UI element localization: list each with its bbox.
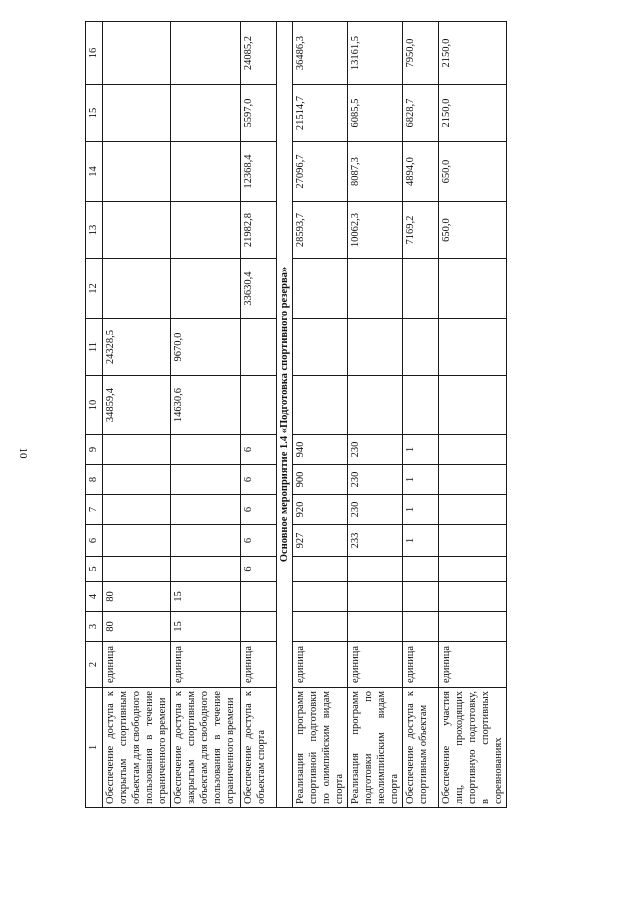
column-number: 1 [86,688,103,808]
value-cell: 12368,4 [241,142,277,202]
value-cell [171,435,241,465]
value-cell: 15 [171,612,241,642]
value-cell [293,259,348,319]
value-cell [171,495,241,525]
measures-table [85,21,507,808]
value-cell [293,319,348,376]
value-cell: 24085,2 [241,22,277,85]
value-cell: 13161,5 [348,22,403,85]
section-row [277,22,293,808]
value-cell [403,259,439,319]
value-cell: 230 [348,435,403,465]
table-row [241,22,277,808]
value-cell: 24328,5 [103,319,171,376]
column-number: 11 [86,319,103,376]
value-cell [439,259,507,319]
value-cell: 230 [348,465,403,495]
value-cell: 7950,0 [403,22,439,85]
value-cell: 36486,3 [293,22,348,85]
value-cell: 6 [241,465,277,495]
value-cell [439,612,507,642]
value-cell: 80 [103,612,171,642]
table-row [103,22,171,808]
value-cell [103,495,171,525]
value-cell [103,22,171,85]
value-cell: 6085,5 [348,85,403,142]
value-cell [348,612,403,642]
value-cell: 233 [348,525,403,557]
table-row [171,22,241,808]
value-cell [171,85,241,142]
header-row [86,22,103,808]
column-number: 4 [86,582,103,612]
value-cell [439,376,507,435]
value-cell: 5597,0 [241,85,277,142]
column-number: 5 [86,557,103,582]
value-cell: 6 [241,495,277,525]
value-cell [439,465,507,495]
table-row [403,22,439,808]
value-cell: 21514,7 [293,85,348,142]
row-label: Обеспечение доступа к закрытым спортивным объектам для свободного пользования в течение ограниченного времени [171,688,241,808]
rotated-page [85,22,504,808]
column-number: 7 [86,495,103,525]
unit-cell: единица [241,642,277,688]
value-cell: 650,0 [439,202,507,259]
value-cell [103,435,171,465]
value-cell [103,142,171,202]
value-cell [171,465,241,495]
column-number: 8 [86,465,103,495]
column-number: 16 [86,22,103,85]
value-cell [348,376,403,435]
value-cell [171,259,241,319]
value-cell [171,142,241,202]
value-cell: 34859,4 [103,376,171,435]
value-cell: 6828,7 [403,85,439,142]
value-cell: 650,0 [439,142,507,202]
value-cell [348,259,403,319]
value-cell [293,582,348,612]
value-cell: 7169,2 [403,202,439,259]
value-cell [439,557,507,582]
value-cell: 80 [103,582,171,612]
row-label: Обеспечение участия лиц, проходящих спортивную подготовку, в спортивных соревнованиях [439,688,507,808]
row-label: Реализация программ спортивной подготовки по олимпийским видам спорта [293,688,348,808]
value-cell: 2150,0 [439,22,507,85]
value-cell: 6 [241,557,277,582]
column-number: 14 [86,142,103,202]
table-row [348,22,403,808]
value-cell [171,557,241,582]
value-cell: 1 [403,435,439,465]
section-title: Основное мероприятие 1.4 «Подготовка спортивного резерва» [277,22,293,808]
value-cell: 4894,0 [403,142,439,202]
value-cell: 21982,8 [241,202,277,259]
unit-cell: единица [293,642,348,688]
value-cell [439,495,507,525]
value-cell [241,319,277,376]
value-cell [103,525,171,557]
value-cell [103,557,171,582]
value-cell [103,85,171,142]
value-cell: 6 [241,435,277,465]
column-number: 3 [86,612,103,642]
value-cell: 1 [403,465,439,495]
page-number: 10 [17,447,29,459]
table-row [293,22,348,808]
value-cell [403,319,439,376]
unit-cell: единица [403,642,439,688]
column-number: 15 [86,85,103,142]
unit-cell: единица [103,642,171,688]
value-cell [439,525,507,557]
value-cell [103,259,171,319]
value-cell [403,582,439,612]
value-cell [171,22,241,85]
value-cell: 230 [348,495,403,525]
value-cell [103,465,171,495]
value-cell [348,582,403,612]
value-cell [293,376,348,435]
value-cell [403,557,439,582]
value-cell: 28593,7 [293,202,348,259]
unit-cell: единица [171,642,241,688]
value-cell [171,525,241,557]
value-cell: 33630,4 [241,259,277,319]
value-cell [241,612,277,642]
column-number: 12 [86,259,103,319]
value-cell: 8087,3 [348,142,403,202]
value-cell [403,612,439,642]
column-number: 10 [86,376,103,435]
value-cell [403,376,439,435]
value-cell: 27096,7 [293,142,348,202]
unit-cell: единица [439,642,507,688]
value-cell [103,202,171,259]
row-label: Реализация программ подготовки по неолимпийским видам спорта [348,688,403,808]
unit-cell: единица [348,642,403,688]
column-number: 13 [86,202,103,259]
value-cell: 6 [241,525,277,557]
value-cell [439,319,507,376]
value-cell: 1 [403,525,439,557]
value-cell: 2150,0 [439,85,507,142]
column-number: 2 [86,642,103,688]
value-cell: 10062,3 [348,202,403,259]
value-cell: 900 [293,465,348,495]
value-cell [241,582,277,612]
value-cell [439,582,507,612]
row-label: Обеспечение доступа к спортивным объектам [403,688,439,808]
value-cell: 920 [293,495,348,525]
column-number: 6 [86,525,103,557]
value-cell [439,435,507,465]
value-cell [171,202,241,259]
table-row [439,22,507,808]
value-cell: 15 [171,582,241,612]
value-cell [293,612,348,642]
value-cell [293,557,348,582]
value-cell [348,319,403,376]
value-cell: 940 [293,435,348,465]
value-cell: 1 [403,495,439,525]
column-number: 9 [86,435,103,465]
value-cell [348,557,403,582]
value-cell: 9670,0 [171,319,241,376]
value-cell: 14630,6 [171,376,241,435]
row-label: Обеспечение доступа к открытым спортивным объектам для свободного пользования в течение ограниченного времени [103,688,171,808]
value-cell [241,376,277,435]
value-cell: 927 [293,525,348,557]
row-label: Обеспечение доступа к объектам спорта [241,688,277,808]
